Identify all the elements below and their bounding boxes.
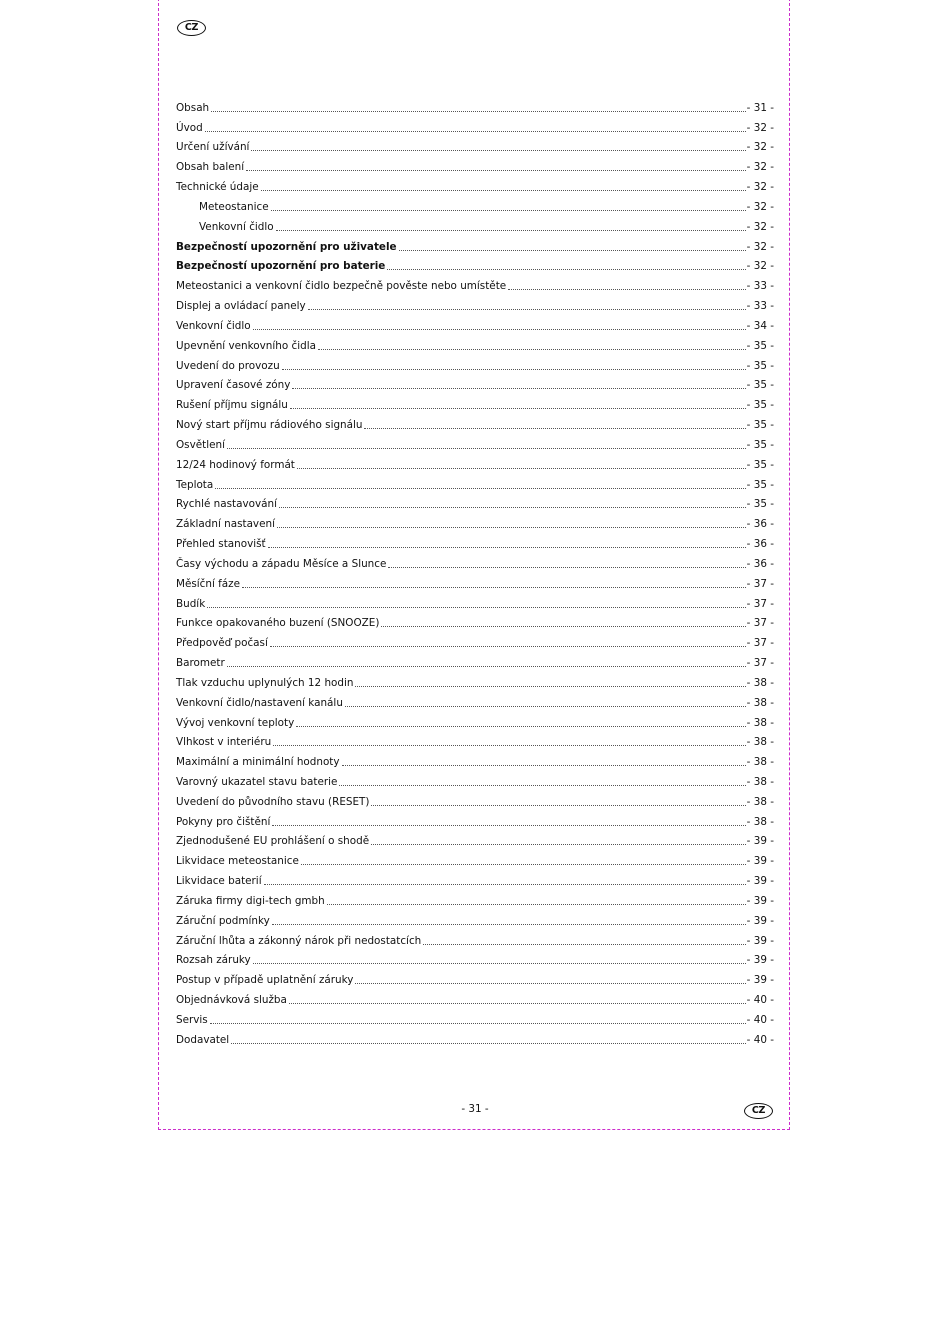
- toc-entry[interactable]: [176, 333, 774, 353]
- toc-entry-page: - 37 -: [746, 597, 774, 610]
- toc-entry[interactable]: [176, 293, 774, 313]
- toc-entry-page: - 40 -: [746, 1013, 774, 1026]
- toc-dot-leader: [205, 130, 746, 132]
- toc-dot-leader: [276, 229, 746, 231]
- toc-entry[interactable]: [176, 313, 774, 333]
- toc-dot-leader: [268, 546, 746, 548]
- toc-dot-leader: [297, 467, 746, 469]
- toc-entry[interactable]: [176, 373, 774, 393]
- toc-entry[interactable]: [176, 95, 774, 115]
- toc-entry[interactable]: [176, 551, 774, 571]
- toc-entry[interactable]: [176, 868, 774, 888]
- toc-entry-page: - 35 -: [746, 498, 774, 511]
- toc-entry-page: - 38 -: [746, 795, 774, 808]
- toc-entry-title: Vývoj venkovní teploty: [176, 716, 295, 729]
- toc-dot-leader: [290, 407, 746, 409]
- toc-entry-title: Venkovní čidlo/nastavení kanálu: [176, 696, 343, 709]
- toc-entry-page: - 39 -: [746, 875, 774, 888]
- toc-entry-page: - 37 -: [746, 657, 774, 670]
- toc-dot-leader: [227, 665, 746, 667]
- toc-entry-page: - 39 -: [746, 835, 774, 848]
- toc-entry-title: Postup v případě uplatnění záruky: [176, 974, 354, 987]
- toc-dot-leader: [371, 843, 746, 845]
- toc-dot-leader: [273, 744, 745, 746]
- toc-entry[interactable]: [176, 769, 774, 789]
- toc-entry-title: Meteostanici a venkovní čidlo bezpečně pověste nebo umístěte: [176, 280, 507, 293]
- toc-dot-leader: [399, 249, 746, 251]
- toc-entry-title: Venkovní čidlo: [199, 220, 274, 233]
- toc-entry-page: - 35 -: [746, 399, 774, 412]
- toc-dot-leader: [318, 348, 746, 350]
- toc-dot-leader: [342, 764, 746, 766]
- toc-entry-page: - 33 -: [746, 280, 774, 293]
- toc-entry[interactable]: [176, 967, 774, 987]
- toc-entry-page: - 32 -: [746, 141, 774, 154]
- toc-entry[interactable]: [176, 730, 774, 750]
- toc-entry-title: Rušení příjmu signálu: [176, 399, 288, 412]
- toc-entry-title: Zjednodušené EU prohlášení o shodě: [176, 835, 370, 848]
- toc-dot-leader: [371, 804, 745, 806]
- toc-entry[interactable]: [176, 492, 774, 512]
- toc-entry-title: Uvedení do provozu: [176, 359, 280, 372]
- toc-entry[interactable]: [176, 154, 774, 174]
- toc-entry[interactable]: [176, 511, 774, 531]
- toc-entry-page: - 35 -: [746, 379, 774, 392]
- toc-dot-leader: [253, 962, 746, 964]
- toc-entry-page: - 31 -: [746, 101, 774, 114]
- toc-entry[interactable]: [176, 432, 774, 452]
- toc-dot-leader: [227, 447, 746, 449]
- toc-entry-page: - 38 -: [746, 736, 774, 749]
- toc-entry-title: Uvedení do původního stavu (RESET): [176, 795, 370, 808]
- toc-entry-page: - 36 -: [746, 557, 774, 570]
- toc-dot-leader: [271, 209, 746, 211]
- toc-entry[interactable]: [176, 928, 774, 948]
- toc-entry-page: - 40 -: [746, 994, 774, 1007]
- toc-entry[interactable]: [176, 531, 774, 551]
- toc-entry-title: Obsah: [176, 101, 210, 114]
- toc-entry-title: Měsíční fáze: [176, 577, 241, 590]
- toc-dot-leader: [388, 566, 745, 568]
- toc-entry[interactable]: [176, 353, 774, 373]
- toc-entry[interactable]: [176, 829, 774, 849]
- toc-entry[interactable]: [176, 987, 774, 1007]
- toc-dot-leader: [508, 288, 746, 290]
- toc-dot-leader: [210, 1022, 746, 1024]
- toc-entry[interactable]: [176, 848, 774, 868]
- toc-entry-page: - 35 -: [746, 478, 774, 491]
- toc-dot-leader: [292, 387, 745, 389]
- toc-entry[interactable]: [176, 1027, 774, 1047]
- toc-entry[interactable]: [176, 392, 774, 412]
- toc-entry-title: Teplota: [176, 478, 214, 491]
- toc-entry[interactable]: [176, 194, 774, 214]
- toc-entry-title: Úvod: [176, 121, 203, 134]
- toc-entry-page: - 38 -: [746, 676, 774, 689]
- toc-entry-title: Barometr: [176, 657, 225, 670]
- toc-dot-leader: [308, 308, 746, 310]
- toc-dot-leader: [264, 883, 746, 885]
- toc-entry-title: Upravení časové zóny: [176, 379, 291, 392]
- toc-dot-leader: [339, 784, 745, 786]
- language-badge-bottom: CZ: [744, 1103, 773, 1119]
- toc-entry-title: Meteostanice: [199, 200, 269, 213]
- language-badge-top: CZ: [177, 20, 206, 36]
- toc-entry[interactable]: [176, 452, 774, 472]
- toc-dot-leader: [282, 368, 746, 370]
- toc-entry-page: - 32 -: [746, 220, 774, 233]
- toc-dot-leader: [279, 506, 746, 508]
- toc-entry-title: Tlak vzduchu uplynulých 12 hodin: [176, 676, 354, 689]
- toc-entry[interactable]: [176, 1007, 774, 1027]
- toc-entry-page: - 38 -: [746, 815, 774, 828]
- toc-entry[interactable]: [176, 908, 774, 928]
- toc-entry-title: Záruka firmy digi-tech gmbh: [176, 894, 325, 907]
- toc-dot-leader: [261, 189, 746, 191]
- toc-entry[interactable]: [176, 571, 774, 591]
- toc-entry-page: - 38 -: [746, 696, 774, 709]
- toc-entry-title: Likvidace meteostanice: [176, 855, 299, 868]
- toc-entry-title: Varovný ukazatel stavu baterie: [176, 775, 338, 788]
- toc-entry-page: - 32 -: [746, 121, 774, 134]
- toc-entry[interactable]: [176, 174, 774, 194]
- toc-entry-page: - 36 -: [746, 518, 774, 531]
- toc-entry-page: - 32 -: [746, 240, 774, 253]
- toc-entry-title: Vlhkost v interiéru: [176, 736, 272, 749]
- toc-entry[interactable]: [176, 650, 774, 670]
- toc-dot-leader: [296, 725, 745, 727]
- toc-entry-page: - 32 -: [746, 161, 774, 174]
- toc-dot-leader: [211, 110, 746, 112]
- toc-entry-title: Dodavatel: [176, 1033, 230, 1046]
- toc-entry-title: Objednávková služba: [176, 994, 287, 1007]
- toc-entry-page: - 35 -: [746, 458, 774, 471]
- toc-entry[interactable]: [176, 611, 774, 631]
- toc-entry-title: Displej a ovládací panely: [176, 300, 306, 313]
- toc-entry-title: Budík: [176, 597, 206, 610]
- toc-entry-title: Pokyny pro čištění: [176, 815, 271, 828]
- toc-entry-title: Základní nastavení: [176, 518, 275, 531]
- toc-entry-title: Záruční lhůta a zákonný nárok při nedostatcích: [176, 934, 422, 947]
- toc-entry-title: Rozsah záruky: [176, 954, 251, 967]
- toc-entry-page: - 37 -: [746, 577, 774, 590]
- toc-entry-title: Obsah balení: [176, 161, 245, 174]
- toc-entry-title: Rychlé nastavování: [176, 498, 277, 511]
- toc-dot-leader: [301, 863, 746, 865]
- toc-dot-leader: [253, 328, 746, 330]
- toc-entry[interactable]: [176, 809, 774, 829]
- toc-entry-page: - 35 -: [746, 359, 774, 372]
- toc-entry[interactable]: [176, 254, 774, 274]
- toc-dot-leader: [423, 943, 745, 945]
- table-of-contents: [176, 95, 774, 1047]
- toc-entry-page: - 40 -: [746, 1033, 774, 1046]
- toc-dot-leader: [355, 982, 745, 984]
- toc-entry-page: - 35 -: [746, 419, 774, 432]
- toc-entry-page: - 38 -: [746, 756, 774, 769]
- toc-entry-page: - 35 -: [746, 339, 774, 352]
- toc-entry-page: - 39 -: [746, 974, 774, 987]
- toc-entry-page: - 39 -: [746, 914, 774, 927]
- toc-entry-page: - 32 -: [746, 260, 774, 273]
- toc-entry-page: - 37 -: [746, 637, 774, 650]
- toc-entry-title: Časy východu a západu Měsíce a Slunce: [176, 557, 387, 570]
- toc-entry[interactable]: [176, 749, 774, 769]
- toc-entry-title: Určení užívání: [176, 141, 250, 154]
- toc-entry-page: - 39 -: [746, 934, 774, 947]
- toc-dot-leader: [272, 824, 745, 826]
- toc-entry-page: - 33 -: [746, 300, 774, 313]
- toc-dot-leader: [270, 645, 746, 647]
- toc-entry-title: Servis: [176, 1013, 208, 1026]
- toc-entry-title: Bezpečností upozornění pro baterie: [176, 260, 386, 273]
- toc-dot-leader: [345, 705, 746, 707]
- toc-entry[interactable]: [176, 234, 774, 254]
- toc-entry-page: - 32 -: [746, 181, 774, 194]
- toc-entry-title: Upevnění venkovního čidla: [176, 339, 316, 352]
- toc-dot-leader: [272, 923, 746, 925]
- toc-entry[interactable]: [176, 214, 774, 234]
- toc-entry[interactable]: [176, 789, 774, 809]
- toc-entry-title: Bezpečností upozornění pro uživatele: [176, 240, 397, 253]
- toc-dot-leader: [251, 149, 745, 151]
- toc-entry[interactable]: [176, 690, 774, 710]
- toc-entry[interactable]: [176, 630, 774, 650]
- toc-entry-title: Záruční podmínky: [176, 914, 270, 927]
- toc-entry-title: Nový start příjmu rádiového signálu: [176, 419, 363, 432]
- toc-entry-title: 12/24 hodinový formát: [176, 458, 295, 471]
- toc-entry-page: - 36 -: [746, 538, 774, 551]
- toc-dot-leader: [231, 1042, 745, 1044]
- toc-dot-leader: [387, 268, 745, 270]
- toc-dot-leader: [277, 526, 746, 528]
- toc-entry-title: Likvidace baterií: [176, 875, 262, 888]
- toc-entry[interactable]: [176, 670, 774, 690]
- toc-entry[interactable]: [176, 888, 774, 908]
- toc-dot-leader: [327, 903, 746, 905]
- toc-entry[interactable]: [176, 115, 774, 135]
- toc-entry[interactable]: [176, 591, 774, 611]
- toc-entry-page: - 39 -: [746, 894, 774, 907]
- toc-entry[interactable]: [176, 273, 774, 293]
- toc-entry-title: Předpověď počasí: [176, 637, 268, 650]
- toc-entry-title: Osvětlení: [176, 438, 225, 451]
- toc-entry-title: Venkovní čidlo: [176, 319, 251, 332]
- toc-entry-page: - 34 -: [746, 319, 774, 332]
- toc-dot-leader: [289, 1002, 746, 1004]
- toc-entry-page: - 38 -: [746, 775, 774, 788]
- toc-entry-page: - 37 -: [746, 617, 774, 630]
- page-number: - 31 -: [461, 1103, 489, 1115]
- toc-entry-title: Funkce opakovaného buzení (SNOOZE): [176, 617, 380, 630]
- toc-entry-title: Přehled stanovišť: [176, 538, 266, 551]
- toc-dot-leader: [364, 427, 745, 429]
- toc-entry-page: - 35 -: [746, 438, 774, 451]
- toc-entry[interactable]: [176, 948, 774, 968]
- toc-dot-leader: [207, 606, 745, 608]
- toc-dot-leader: [355, 685, 745, 687]
- toc-entry-title: Technické údaje: [176, 181, 259, 194]
- toc-entry[interactable]: [176, 710, 774, 730]
- toc-entry[interactable]: [176, 472, 774, 492]
- toc-dot-leader: [246, 169, 746, 171]
- toc-entry-page: - 39 -: [746, 954, 774, 967]
- toc-entry-page: - 38 -: [746, 716, 774, 729]
- toc-entry[interactable]: [176, 412, 774, 432]
- toc-dot-leader: [242, 586, 746, 588]
- toc-entry-page: - 39 -: [746, 855, 774, 868]
- toc-dot-leader: [215, 487, 745, 489]
- toc-entry-title: Maximální a minimální hodnoty: [176, 756, 340, 769]
- toc-entry-page: - 32 -: [746, 200, 774, 213]
- toc-entry[interactable]: [176, 135, 774, 155]
- toc-dot-leader: [381, 625, 745, 627]
